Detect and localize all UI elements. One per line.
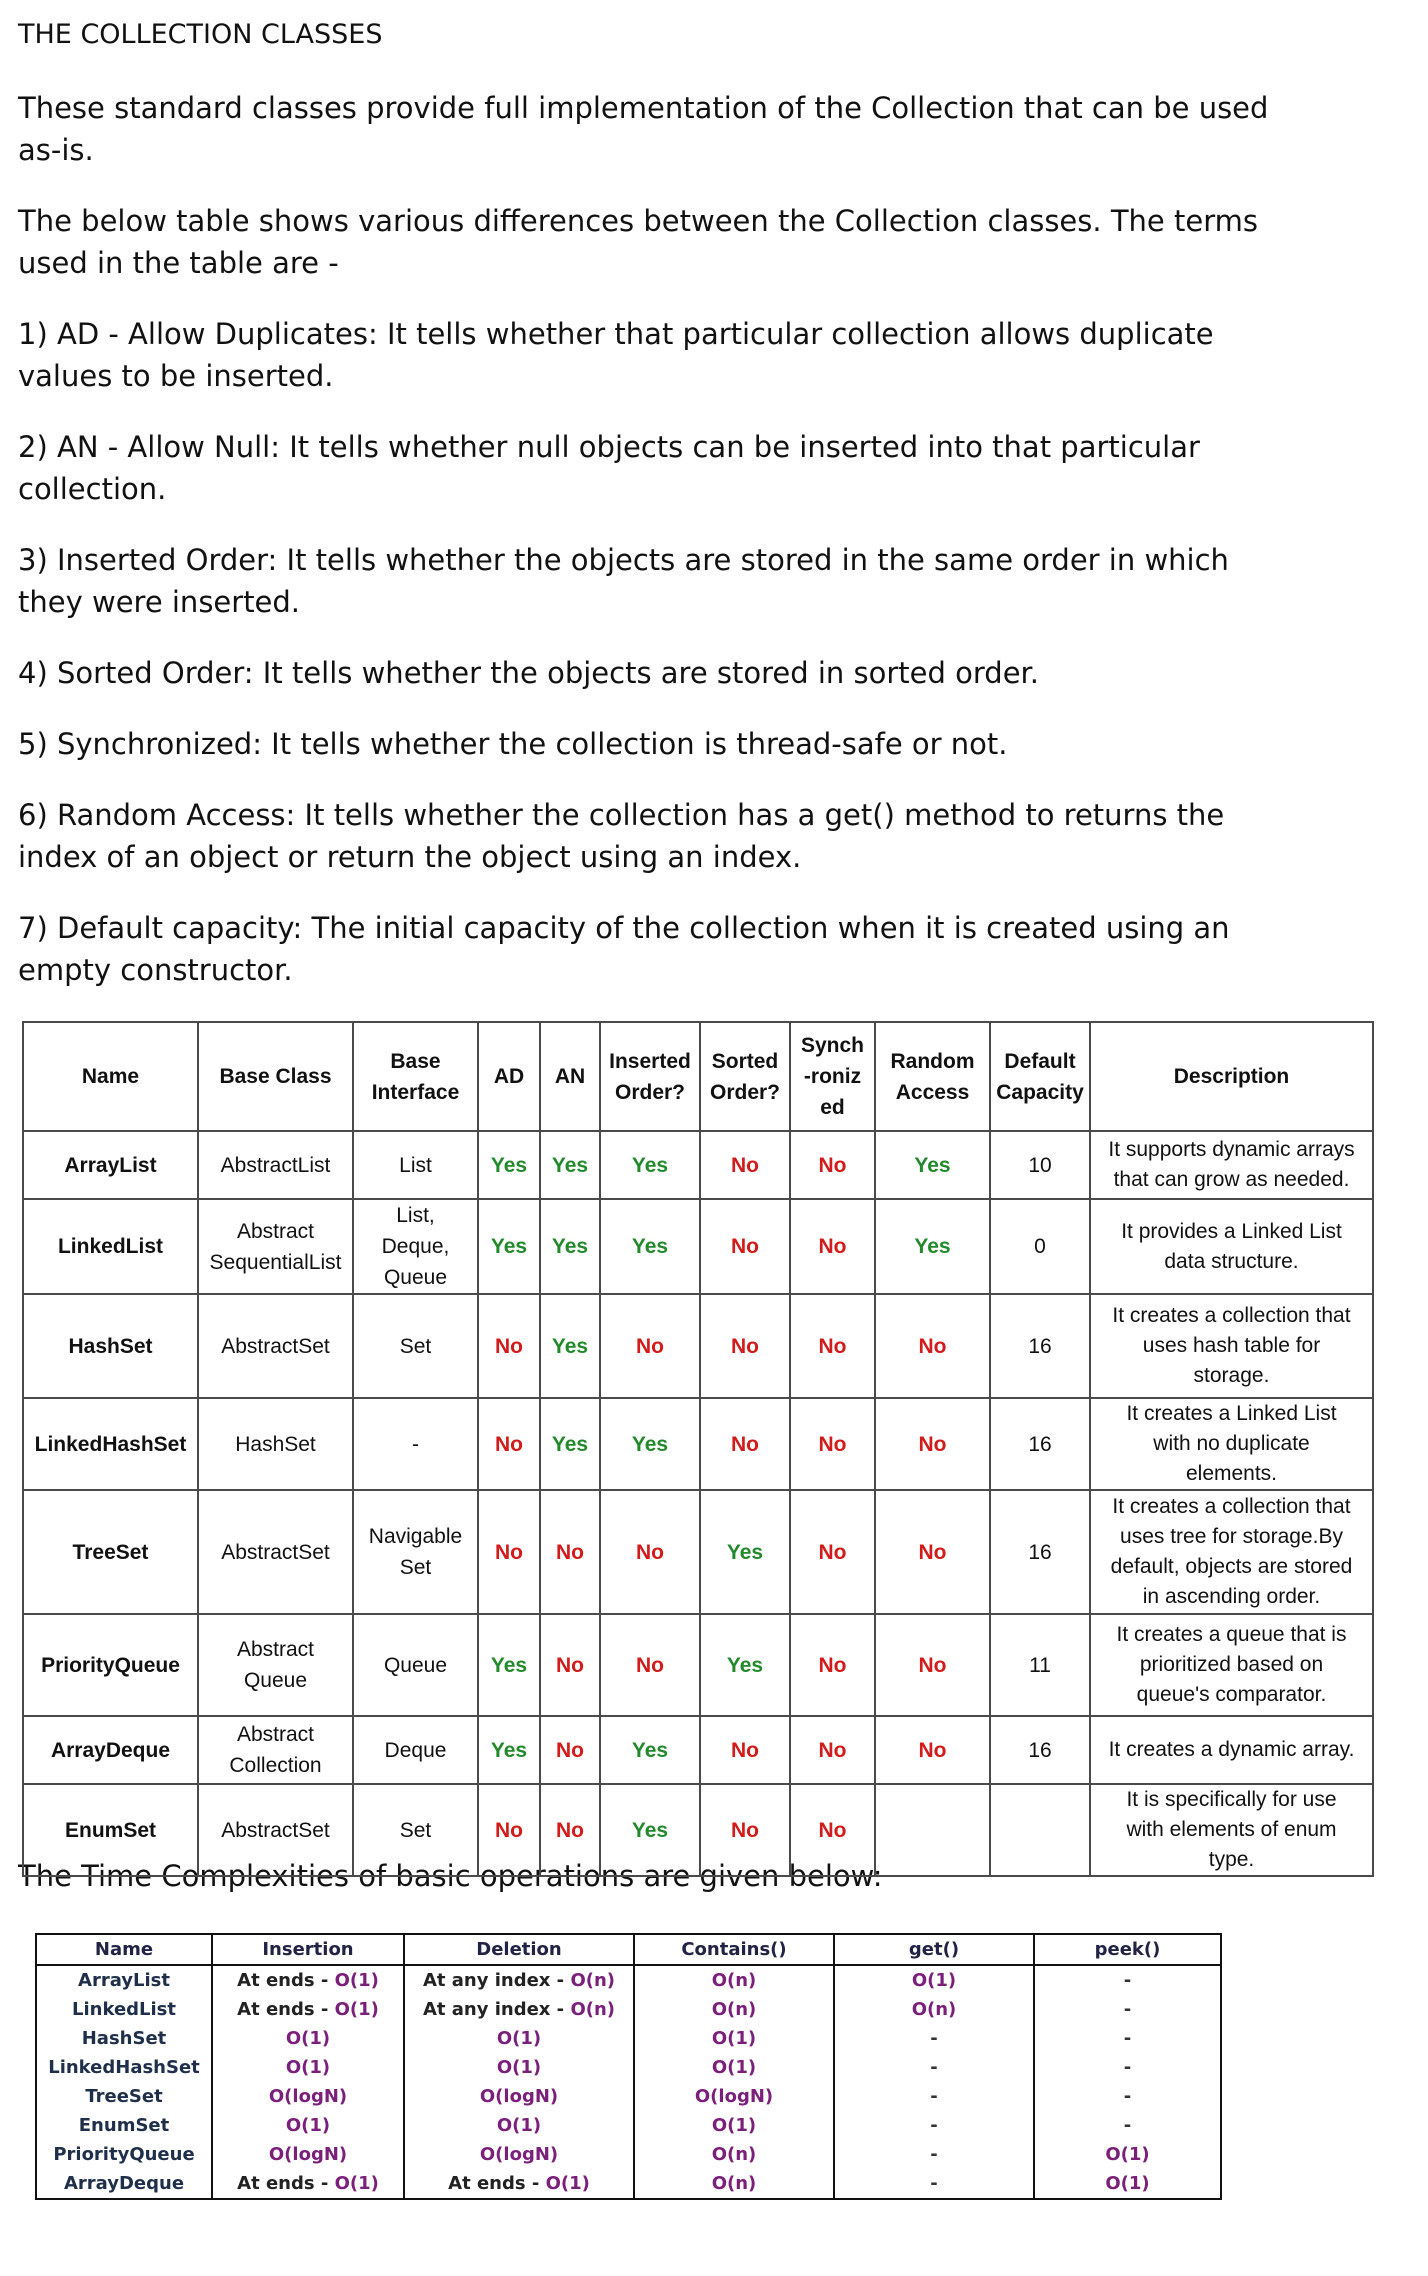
inserted-order-cell: Yes (600, 1131, 700, 1199)
table-intro-paragraph: The below table shows various differences between the Collection classes. The terms used in the table are - (18, 204, 1258, 280)
base-class-cell: AbstractSet (198, 1490, 353, 1614)
column-header: Base Class (198, 1022, 353, 1131)
default-capacity-cell: 16 (990, 1294, 1090, 1398)
random-access-cell: No (875, 1398, 990, 1490)
base-class-cell: Abstract Queue (198, 1614, 353, 1716)
sorted-order-cell: No (700, 1131, 790, 1199)
collection-name-cell: TreeSet (23, 1490, 198, 1614)
sorted-order-cell: Yes (700, 1490, 790, 1614)
collection-name-cell: ArrayList (36, 1965, 212, 1995)
description-cell: It supports dynamic arrays that can grow as needed. (1090, 1131, 1373, 1199)
definition-term: Sorted Order: (56, 656, 254, 690)
comparison-table (22, 1021, 1374, 1877)
get-cell: - (834, 2053, 1034, 2082)
allow-duplicates-cell: Yes (478, 1131, 540, 1199)
table-row (36, 2140, 1221, 2169)
allow-null-cell: Yes (540, 1398, 600, 1490)
collection-name-cell: PriorityQueue (23, 1614, 198, 1716)
insertion-cell: At ends - O(1) (212, 1995, 404, 2024)
get-cell: - (834, 2169, 1034, 2199)
table-row (23, 1614, 1373, 1716)
table-row (23, 1398, 1373, 1490)
collection-name-cell: LinkedList (23, 1199, 198, 1294)
base-interface-cell: List, Deque, Queue (353, 1199, 478, 1294)
base-interface-cell: List (353, 1131, 478, 1199)
column-header: peek() (1034, 1934, 1221, 1965)
insertion-cell: O(1) (212, 2024, 404, 2053)
peek-cell: - (1034, 2111, 1221, 2140)
table-row (23, 1131, 1373, 1199)
peek-cell: - (1034, 2082, 1221, 2111)
allow-duplicates-cell: No (478, 1398, 540, 1490)
get-cell: - (834, 2111, 1034, 2140)
collection-name-cell: ArrayDeque (23, 1716, 198, 1784)
column-header: Sorted Order? (700, 1022, 790, 1131)
default-capacity-cell (990, 1784, 1090, 1876)
collection-name-cell: ArrayDeque (36, 2169, 212, 2199)
base-interface-cell: Set (353, 1784, 478, 1876)
header-row (36, 1934, 1221, 1965)
column-header: Random Access (875, 1022, 990, 1131)
base-class-cell: AbstractSet (198, 1784, 353, 1876)
table-row (23, 1490, 1373, 1614)
get-cell: O(n) (834, 1995, 1034, 2024)
inserted-order-cell: Yes (600, 1784, 700, 1876)
contains-cell: O(n) (634, 1965, 834, 1995)
allow-duplicates-cell: No (478, 1294, 540, 1398)
allow-duplicates-cell: Yes (478, 1716, 540, 1784)
definition-term: Random Access: (56, 798, 296, 832)
inserted-order-cell: No (600, 1614, 700, 1716)
description-cell: It creates a queue that is prioritized based on queue's comparator. (1090, 1614, 1373, 1716)
contains-cell: O(1) (634, 2024, 834, 2053)
column-header: AD (478, 1022, 540, 1131)
peek-cell: - (1034, 2024, 1221, 2053)
collection-name-cell: LinkedHashSet (23, 1398, 198, 1490)
description-cell: It creates a collection that uses tree for storage.By default, objects are stored in ascending order. (1090, 1490, 1373, 1614)
definition-term: Default capacity: (56, 911, 303, 945)
peek-cell: O(1) (1034, 2140, 1221, 2169)
deletion-cell: O(logN) (404, 2140, 634, 2169)
get-cell: - (834, 2024, 1034, 2053)
collection-name-cell: ArrayList (23, 1131, 198, 1199)
allow-null-cell: No (540, 1784, 600, 1876)
get-cell: - (834, 2140, 1034, 2169)
collection-name-cell: EnumSet (36, 2111, 212, 2140)
definition-item: 4) Sorted Order: It tells whether the objects are stored in sorted order. (18, 656, 1040, 690)
time-complexity-table-body (36, 1965, 1221, 2199)
sorted-order-cell: No (700, 1199, 790, 1294)
definition-item: 3) Inserted Order: It tells whether the objects are stored in the same order in which they were inserted. (18, 543, 1229, 619)
column-header: Base Interface (353, 1022, 478, 1131)
peek-cell: - (1034, 2053, 1221, 2082)
contains-cell: O(n) (634, 2140, 834, 2169)
column-header: Insertion (212, 1934, 404, 1965)
random-access-cell: No (875, 1490, 990, 1614)
table-row (36, 2053, 1221, 2082)
default-capacity-cell: 16 (990, 1490, 1090, 1614)
allow-null-cell: Yes (540, 1294, 600, 1398)
insertion-cell: At ends - O(1) (212, 1965, 404, 1995)
column-header: Name (23, 1022, 198, 1131)
contains-cell: O(1) (634, 2053, 834, 2082)
random-access-cell: Yes (875, 1199, 990, 1294)
column-header: Default Capacity (990, 1022, 1090, 1131)
column-header: Deletion (404, 1934, 634, 1965)
allow-null-cell: No (540, 1716, 600, 1784)
table-row (36, 2024, 1221, 2053)
base-class-cell: Abstract SequentialList (198, 1199, 353, 1294)
column-header: Inserted Order? (600, 1022, 700, 1131)
default-capacity-cell: 11 (990, 1614, 1090, 1716)
synchronized-cell: No (790, 1398, 875, 1490)
collection-name-cell: LinkedHashSet (36, 2053, 212, 2082)
definition-item: 7) Default capacity: The initial capacity of the collection when it is created using an empty constructor. (18, 911, 1230, 987)
column-header: Contains() (634, 1934, 834, 1965)
inserted-order-cell: Yes (600, 1199, 700, 1294)
contains-cell: O(n) (634, 2169, 834, 2199)
insertion-cell: O(1) (212, 2053, 404, 2082)
random-access-cell: No (875, 1716, 990, 1784)
sorted-order-cell: No (700, 1716, 790, 1784)
deletion-cell: At any index - O(n) (404, 1965, 634, 1995)
definition-term: Synchronized: (56, 727, 262, 761)
deletion-cell: At any index - O(n) (404, 1995, 634, 2024)
base-class-cell: AbstractList (198, 1131, 353, 1199)
random-access-cell: No (875, 1614, 990, 1716)
contains-cell: O(1) (634, 2111, 834, 2140)
definition-item: 1) AD - Allow Duplicates: It tells whether that particular collection allows duplicate values to be inserted. (18, 317, 1214, 393)
time-complexity-table-container (35, 1933, 1220, 2200)
definition-term: AN - Allow Null: (56, 430, 281, 464)
insertion-cell: O(logN) (212, 2140, 404, 2169)
time-complexity-table (35, 1933, 1222, 2200)
definition-term: AD - Allow Duplicates: (56, 317, 378, 351)
column-header: Synch -roniz ed (790, 1022, 875, 1131)
collection-name-cell: EnumSet (23, 1784, 198, 1876)
contains-cell: O(logN) (634, 2082, 834, 2111)
sorted-order-cell: No (700, 1398, 790, 1490)
synchronized-cell: No (790, 1131, 875, 1199)
insertion-cell: O(1) (212, 2111, 404, 2140)
allow-duplicates-cell: Yes (478, 1199, 540, 1294)
table-row (36, 2082, 1221, 2111)
synchronized-cell: No (790, 1614, 875, 1716)
deletion-cell: O(logN) (404, 2082, 634, 2111)
column-header: get() (834, 1934, 1034, 1965)
table-row (23, 1294, 1373, 1398)
random-access-cell: No (875, 1294, 990, 1398)
inserted-order-cell: Yes (600, 1716, 700, 1784)
definition-term: Inserted Order: (56, 543, 278, 577)
peek-cell: - (1034, 1995, 1221, 2024)
get-cell: O(1) (834, 1965, 1034, 1995)
get-cell: - (834, 2082, 1034, 2111)
table-row (23, 1716, 1373, 1784)
definition-item: 2) AN - Allow Null: It tells whether null objects can be inserted into that particular collection. (18, 430, 1200, 506)
synchronized-cell: No (790, 1199, 875, 1294)
allow-duplicates-cell: No (478, 1490, 540, 1614)
table-row (23, 1784, 1373, 1876)
default-capacity-cell: 0 (990, 1199, 1090, 1294)
sorted-order-cell: Yes (700, 1614, 790, 1716)
table-row (36, 1995, 1221, 2024)
description-cell: It is specifically for use with elements of enum type. (1090, 1784, 1373, 1876)
base-interface-cell: Deque (353, 1716, 478, 1784)
table-row (36, 2169, 1221, 2199)
collection-name-cell: PriorityQueue (36, 2140, 212, 2169)
comparison-table-container (22, 1021, 1372, 1871)
inserted-order-cell: Yes (600, 1398, 700, 1490)
definition-item: 6) Random Access: It tells whether the collection has a get() method to returns the index of an object or return the object using an index. (18, 798, 1225, 874)
base-class-cell: HashSet (198, 1398, 353, 1490)
base-interface-cell: Queue (353, 1614, 478, 1716)
default-capacity-cell: 16 (990, 1716, 1090, 1784)
table-row (36, 1965, 1221, 1995)
header-row (23, 1022, 1373, 1131)
base-class-cell: AbstractSet (198, 1294, 353, 1398)
collection-name-cell: HashSet (36, 2024, 212, 2053)
definition-item: 5) Synchronized: It tells whether the collection is thread-safe or not. (18, 727, 1008, 761)
allow-null-cell: Yes (540, 1131, 600, 1199)
table-row (36, 2111, 1221, 2140)
base-interface-cell: - (353, 1398, 478, 1490)
comparison-table-body (23, 1131, 1373, 1876)
description-cell: It provides a Linked List data structure. (1090, 1199, 1373, 1294)
synchronized-cell: No (790, 1784, 875, 1876)
default-capacity-cell: 10 (990, 1131, 1090, 1199)
collection-name-cell: HashSet (23, 1294, 198, 1398)
allow-duplicates-cell: No (478, 1784, 540, 1876)
table-row (23, 1199, 1373, 1294)
random-access-cell (875, 1784, 990, 1876)
sorted-order-cell: No (700, 1784, 790, 1876)
deletion-cell: O(1) (404, 2111, 634, 2140)
synchronized-cell: No (790, 1490, 875, 1614)
allow-null-cell: Yes (540, 1199, 600, 1294)
deletion-cell: O(1) (404, 2024, 634, 2053)
inserted-order-cell: No (600, 1294, 700, 1398)
base-class-cell: Abstract Collection (198, 1716, 353, 1784)
insertion-cell: At ends - O(1) (212, 2169, 404, 2199)
insertion-cell: O(logN) (212, 2082, 404, 2111)
column-header: AN (540, 1022, 600, 1131)
base-interface-cell: Navigable Set (353, 1490, 478, 1614)
base-interface-cell: Set (353, 1294, 478, 1398)
peek-cell: O(1) (1034, 2169, 1221, 2199)
default-capacity-cell: 16 (990, 1398, 1090, 1490)
synchronized-cell: No (790, 1716, 875, 1784)
intro-paragraph: These standard classes provide full implementation of the Collection that can be used as-is. (18, 91, 1269, 167)
column-header: Name (36, 1934, 212, 1965)
deletion-cell: At ends - O(1) (404, 2169, 634, 2199)
column-header: Description (1090, 1022, 1373, 1131)
inserted-order-cell: No (600, 1490, 700, 1614)
sorted-order-cell: No (700, 1294, 790, 1398)
synchronized-cell: No (790, 1294, 875, 1398)
description-cell: It creates a dynamic array. (1090, 1716, 1373, 1784)
peek-cell: - (1034, 1965, 1221, 1995)
allow-null-cell: No (540, 1490, 600, 1614)
time-complexity-heading: The Time Complexities of basic operations are given below: (18, 1859, 883, 1893)
description-cell: It creates a Linked List with no duplicate elements. (1090, 1398, 1373, 1490)
collection-name-cell: LinkedList (36, 1995, 212, 2024)
contains-cell: O(n) (634, 1995, 834, 2024)
random-access-cell: Yes (875, 1131, 990, 1199)
allow-duplicates-cell: Yes (478, 1614, 540, 1716)
deletion-cell: O(1) (404, 2053, 634, 2082)
description-cell: It creates a collection that uses hash table for storage. (1090, 1294, 1373, 1398)
allow-null-cell: No (540, 1614, 600, 1716)
collection-name-cell: TreeSet (36, 2082, 212, 2111)
page-title: THE COLLECTION CLASSES (18, 19, 383, 50)
